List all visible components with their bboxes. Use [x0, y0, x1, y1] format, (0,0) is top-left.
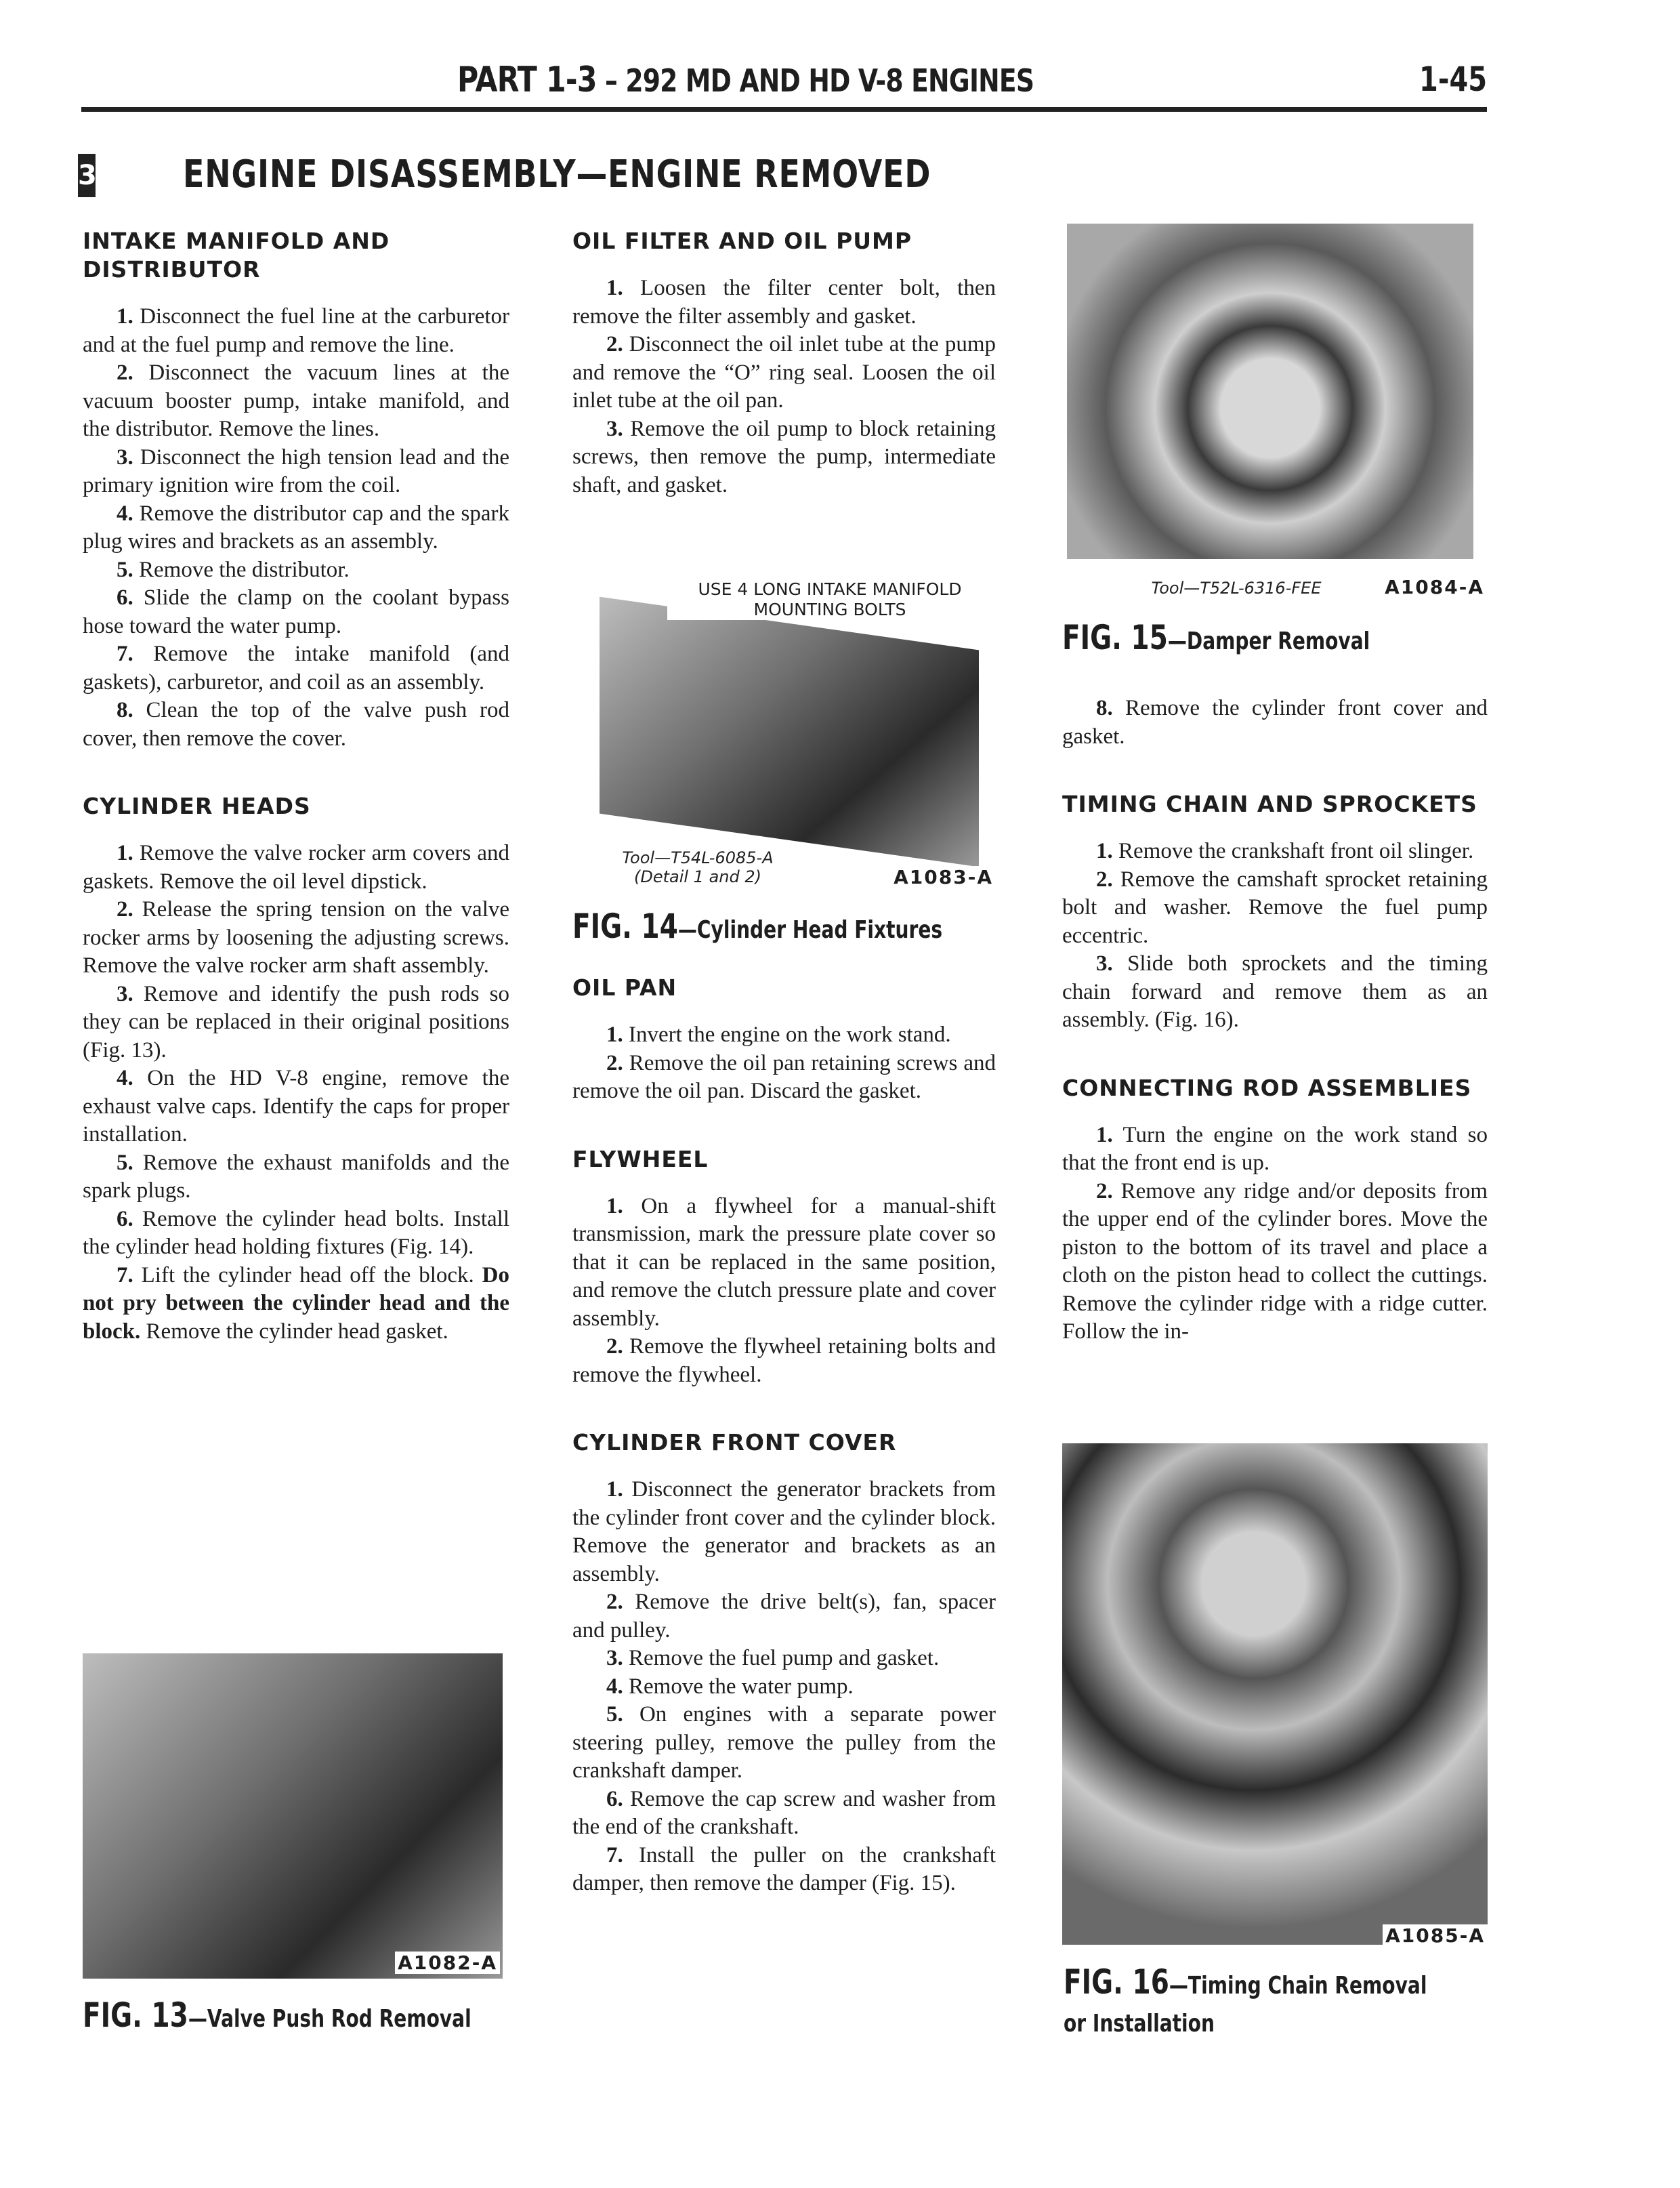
- step: 1. Remove the valve rocker arm covers and gaskets. Remove the oil level dipstick.: [83, 841, 510, 894]
- step: 6. Remove the cap screw and washer from the end of the crankshaft.: [572, 1786, 996, 1839]
- running-title: PART 1-3 – 292 MD AND HD V-8 ENGINES: [457, 60, 1034, 100]
- figure-15: [1060, 217, 1487, 596]
- chapter-title: 292 MD AND HD V-8 ENGINES: [625, 62, 1034, 99]
- step: 8. Clean the top of the valve push rod cover, then remove the cover.: [83, 698, 510, 751]
- step: 4. Remove the water pump.: [606, 1674, 854, 1699]
- intake-steps: [83, 303, 509, 753]
- heading-cylinder-heads: CYLINDER HEADS: [83, 793, 311, 819]
- step: 1. Disconnect the fuel line at the carburetor and at the fuel pump and remove the line.: [83, 304, 510, 357]
- step: 2. Remove the oil pan retaining screws and remove the oil pan. Discard the gasket.: [572, 1050, 996, 1103]
- oil-filter-steps: [572, 274, 996, 499]
- tool-number: Tool—T52L-6316-FEE: [1151, 579, 1322, 598]
- step: 4. On the HD V-8 engine, remove the exhaust valve caps. Identify the caps for proper installation.: [83, 1066, 509, 1147]
- column-2: [572, 227, 996, 499]
- step: 2. Release the spring tension on the valve rocker arms by loosening the adjusting screws. Remove the valve rocker arm shaft assembly.: [83, 897, 510, 978]
- bolts-annotation: USE 4 LONG INTAKE MANIFOLD MOUNTING BOLTS: [667, 579, 992, 620]
- step: 6. Remove the cylinder head bolts. Install the cylinder head holding fixtures (Fig. 14).: [83, 1206, 510, 1259]
- step: 4. Remove the distributor cap and the spark plug wires and brackets as an assembly.: [83, 501, 509, 554]
- step: 3. Slide both sprockets and the timing chain forward and remove them as an assembly. (Fig. 16).: [1062, 951, 1488, 1032]
- step: 7. Lift the cylinder head off the block. Do not pry between the cylinder head and the block. Remove the cylinder head gasket.: [83, 1262, 510, 1344]
- step: 8. Remove the cylinder front cover and gasket.: [1062, 696, 1488, 749]
- figure-16: [1062, 1443, 1488, 1952]
- cylinder-head-steps: [83, 840, 509, 1346]
- section-number-badge: 3: [78, 154, 96, 197]
- header-rule: [81, 107, 1487, 112]
- figure-14: [572, 576, 996, 901]
- step: 5. Remove the exhaust manifolds and the spark plugs.: [83, 1150, 510, 1203]
- heading-cylinder-front-cover: CYLINDER FRONT COVER: [572, 1429, 897, 1456]
- heading-intake-manifold: INTAKE MANIFOLD AND DISTRIBUTOR: [83, 228, 390, 283]
- step: 1. On a flywheel for a manual-shift transmission, mark the pressure plate cover so that it can be replaced in the same position, and remove the clutch pressure plate and cover assembly.: [572, 1193, 996, 1331]
- flywheel-steps: [572, 1193, 996, 1390]
- step: 3. Remove the oil pump to block retaining screws, then remove the pump, intermediate shaft, and gasket.: [572, 416, 996, 497]
- step: 1. Remove the crankshaft front oil slinger.: [1096, 839, 1474, 863]
- connecting-rod-steps: [1062, 1121, 1488, 1346]
- step: 6. Slide the clamp on the coolant bypass hose toward the water pump.: [83, 585, 510, 638]
- step: 1. Loosen the filter center bolt, then remove the filter assembly and gasket.: [572, 276, 996, 329]
- figure-13: [83, 1653, 503, 2006]
- timing-chain-steps: [1062, 838, 1488, 1035]
- tool-number: Tool—T54L-6085-A (Detail 1 and 2): [613, 848, 782, 886]
- step: 3. Remove the fuel pump and gasket.: [606, 1646, 940, 1670]
- heading-oil-pan: OIL PAN: [572, 974, 677, 1001]
- column-2-lower: [572, 974, 996, 1898]
- step: 2. Remove the flywheel retaining bolts and remove the flywheel.: [572, 1334, 996, 1387]
- part-label: PART 1-3: [457, 60, 597, 100]
- figure-13-caption: FIG. 13—Valve Push Rod Removal: [83, 1996, 471, 2035]
- heading-flywheel: FLYWHEEL: [572, 1145, 709, 1172]
- valve-push-rod-photo: [83, 1653, 503, 1979]
- step: 2. Disconnect the vacuum lines at the vacuum booster pump, intake manifold, and the distributor. Remove the lines.: [83, 360, 509, 441]
- oil-pan-steps: [572, 1021, 996, 1106]
- step: 2. Remove any ridge and/or deposits from the upper end of the cylinder bores. Move the piston to the bottom of its travel and place a cloth on the piston head to collect the cuttings. Remove the cylinder ridge with a ridge cutter. Follow the in-: [1062, 1178, 1488, 1344]
- section-heading: [78, 152, 1026, 200]
- heading-connecting-rod: CONNECTING ROD ASSEMBLIES: [1062, 1074, 1472, 1101]
- page-header: [81, 47, 1487, 115]
- step: 5. Remove the distributor.: [117, 557, 350, 582]
- step: 2. Remove the camshaft sprocket retaining bolt and washer. Remove the fuel pump eccentric.: [1062, 867, 1488, 948]
- step: 2. Disconnect the oil inlet tube at the pump and remove the “O” ring seal. Loosen the oil inlet tube at the oil pan.: [572, 332, 996, 413]
- figure-16-caption: FIG. 16—Timing Chain Removal or Installation: [1064, 1962, 1427, 2038]
- step: 2. Remove the drive belt(s), fan, spacer and pulley.: [572, 1590, 996, 1643]
- step: 7. Remove the intake manifold (and gaskets), carburetor, and coil as an assembly.: [83, 642, 509, 695]
- figure-14-caption: FIG. 14—Cylinder Head Fixtures: [572, 907, 943, 946]
- figure-15-caption: FIG. 15—Damper Removal: [1062, 618, 1370, 657]
- step: 1. Turn the engine on the work stand so that the front end is up.: [1062, 1122, 1488, 1175]
- figure-code: A1084-A: [1382, 576, 1487, 598]
- step: 5. On engines with a separate power steering pulley, remove the pulley from the crankshaft damper.: [572, 1702, 996, 1783]
- timing-chain-photo: [1062, 1443, 1488, 1945]
- column-1: [83, 227, 509, 1346]
- warning-text: Do not pry between the cylinder head and the block.: [83, 1262, 510, 1344]
- page-number: 1-45: [1419, 60, 1487, 99]
- cylinder-head-fixture-drawing: [600, 597, 979, 867]
- figure-code: A1085-A: [1383, 1924, 1488, 1947]
- heading-timing-chain: TIMING CHAIN AND SPROCKETS: [1062, 791, 1477, 817]
- damper-removal-photo: [1067, 224, 1473, 559]
- step: 7. Install the puller on the crankshaft damper, then remove the damper (Fig. 15).: [572, 1842, 996, 1895]
- figure-code: A1083-A: [891, 866, 996, 888]
- step: 3. Remove and identify the push rods so they can be replaced in their original positions (Fig. 13).: [83, 981, 510, 1062]
- section-title: ENGINE DISASSEMBLY—ENGINE REMOVED: [183, 152, 931, 197]
- step: 3. Disconnect the high tension lead and the primary ignition wire from the coil.: [83, 445, 509, 497]
- figure-code: A1082-A: [395, 1952, 500, 1974]
- front-cover-steps: [572, 1476, 996, 1898]
- step: 1. Disconnect the generator brackets from the cylinder front cover and the cylinder block. Remove the generator and brackets as an assembly.: [572, 1477, 996, 1586]
- step: 1. Invert the engine on the work stand.: [606, 1023, 951, 1047]
- column-3: [1062, 695, 1488, 1346]
- heading-oil-filter: OIL FILTER AND OIL PUMP: [572, 228, 912, 254]
